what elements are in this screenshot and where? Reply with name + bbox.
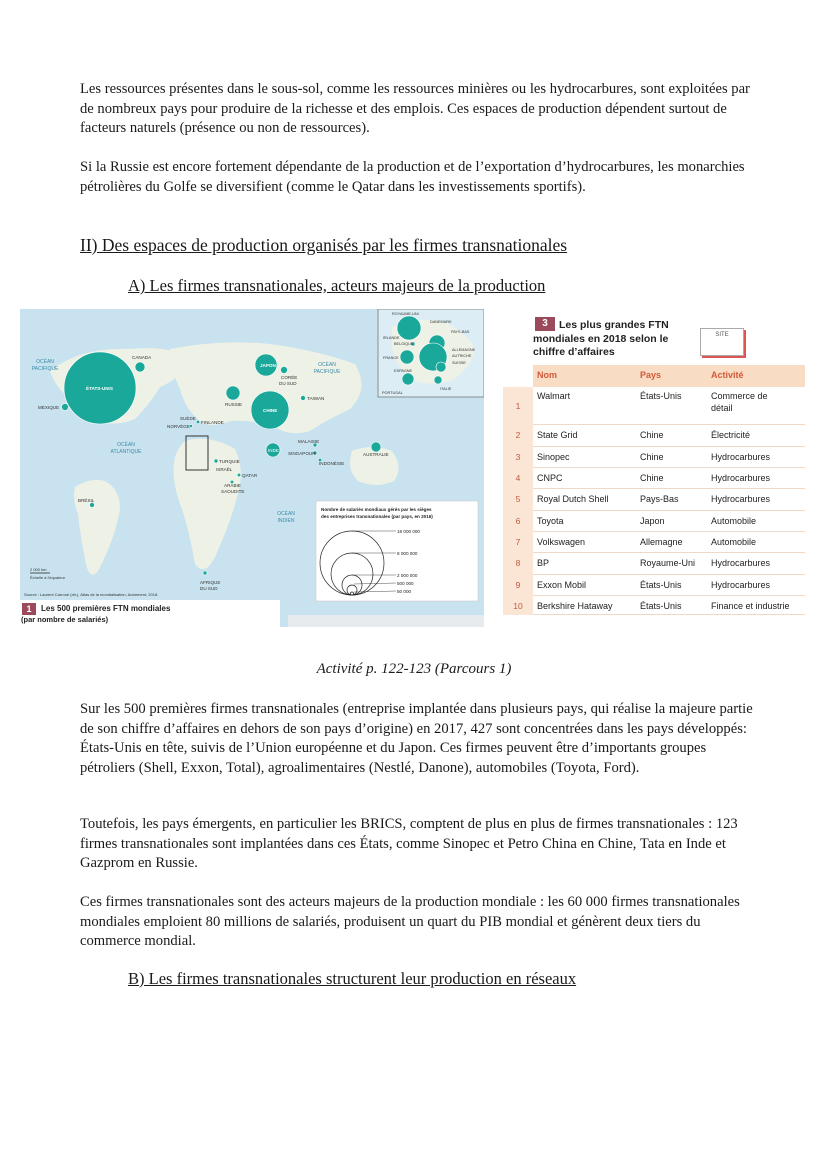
table-row — [503, 425, 805, 447]
paragraph-ftn-emerging: Toutefois, les pays émergents, en particulier les BRICS, comptent de plus en plus de firmes transnationales : 123 firmes transnationales sont implantées dans ces États, comme Sinopec et Petro China en Chine, Tata en Inde et Gazprom en Russie. — [80, 816, 738, 871]
country-label: BELGIQUE — [394, 342, 414, 346]
table-row — [503, 553, 805, 575]
name-cell: Berkshire Hataway — [537, 601, 613, 611]
country-label: SINGAPOUR — [288, 451, 316, 456]
name-cell: CNPC — [537, 473, 563, 483]
bubble-france — [400, 350, 414, 364]
legend-value: 500 000 — [397, 581, 414, 586]
legend-title: Nombre de salariés mondiaux gérés par les sièges — [321, 507, 432, 512]
paragraph-russia-gulf: Si la Russie est encore fortement dépendante de la production et de l’exportation d’hydrocarbures, les monarchies pétrolières du Golfe se diversifient (comme le Qatar dans les investissements sportifs). — [80, 159, 745, 195]
bubble-qatar — [237, 473, 241, 477]
paragraph-ftn-major-actors: Ces firmes transnationales sont des acteurs majeurs de la production mondiale : les 60 000 firmes transnationales mondiales emploient 80 millions de salariés, produisent un quart du PIB mondial et génèrent deux tiers du commerce mondial. — [80, 894, 740, 949]
name-cell: BP — [537, 558, 550, 568]
bubble-espagne — [402, 373, 414, 385]
ocean-label: OCÉAN — [36, 359, 54, 365]
ocean-label: OCÉAN — [318, 362, 336, 368]
country-label: MEXIQUE — [38, 405, 60, 410]
country-cell: États-Unis — [640, 601, 682, 611]
country-label: TURQUIE — [219, 459, 240, 464]
country-label: SUÈDE — [180, 416, 196, 421]
activity-cell: Hydrocarbures — [711, 558, 771, 568]
name-cell: State Grid — [537, 430, 578, 440]
subsection-heading-b: B) Les firmes transnationales structurent leur production en réseaux — [128, 969, 577, 988]
name-cell: Sinopec — [537, 451, 570, 462]
bubble-australie — [371, 442, 381, 452]
country-cell: États-Unis — [640, 391, 682, 401]
bubble-suisse — [436, 362, 446, 372]
ocean-label: ATLANTIQUE — [110, 449, 142, 455]
world-map — [20, 309, 484, 627]
name-cell: Exxon Mobil — [537, 579, 587, 590]
table-title: Les plus grandes FTN mondiales en 2018 selon le chiffre d’affaires — [533, 319, 669, 358]
country-label: RUSSIE — [225, 402, 243, 407]
name-cell: Royal Dutch Shell — [537, 494, 609, 504]
rank-cell: 9 — [503, 575, 533, 597]
bubble-taiwan — [301, 396, 306, 401]
header-activite: Activité — [711, 370, 744, 380]
bubble-coree — [281, 367, 288, 374]
country-cell: Royaume-Uni — [640, 558, 696, 568]
legend-value: 2 000 000 — [397, 573, 418, 578]
world-map-figure — [20, 309, 484, 627]
map-footer-bar — [288, 615, 484, 627]
map-source: Source : Laurent Carroué (dir.), Atlas de la mondialisation, Autrement, 2018. — [24, 592, 159, 597]
activity-cell: Commerce de — [711, 391, 768, 401]
country-label: FRANCE — [383, 356, 399, 360]
legend-value: 50 000 — [397, 589, 412, 594]
ftn-table-figure — [503, 309, 805, 615]
legend-value: 18 000 000 — [397, 529, 420, 534]
country-label: JAPON — [260, 363, 276, 368]
country-cell: États-Unis — [640, 579, 682, 590]
header-pays: Pays — [640, 370, 662, 380]
ocean-label: OCÉAN — [117, 442, 135, 448]
legend-title: des entreprises transnationales (par pays, en 2016) — [321, 514, 433, 519]
activity-caption: Activité p. 122-123 (Parcours 1) — [316, 661, 512, 677]
subsection-heading-a: A) Les firmes transnationales, acteurs majeurs de la production — [128, 276, 546, 295]
activity-cell: Hydrocarbures — [711, 451, 771, 462]
table-row — [503, 447, 805, 469]
country-label: NORVÈGE — [167, 424, 190, 429]
map-scale: 2 000 km — [30, 567, 47, 572]
name-cell: Walmart — [537, 391, 571, 401]
country-cell: Chine — [640, 430, 664, 440]
country-label: QATAR — [242, 473, 258, 478]
bubble-mexique — [62, 404, 69, 411]
map-subtitle: (par nombre de salariés) — [21, 615, 109, 624]
country-label: DU SUD — [279, 381, 297, 386]
country-label: CHINE — [263, 408, 278, 413]
country-label: ROYAUME-UNI — [392, 312, 419, 316]
country-label: MALAISIE — [298, 439, 320, 444]
country-label: ARABIE — [224, 483, 241, 488]
country-label: ESPAGNE — [394, 369, 413, 373]
activity-cell: Hydrocarbures — [711, 579, 771, 590]
table-row — [503, 575, 805, 597]
bubble-bresil — [90, 503, 95, 508]
bubble-russie — [226, 386, 240, 400]
bubble-italie — [434, 376, 442, 384]
activity-cell: Finance et industrie — [711, 601, 790, 611]
rank-cell: 6 — [503, 511, 533, 533]
bubble-finlande — [196, 420, 200, 424]
rank-cell: 10 — [503, 596, 533, 615]
table-row — [503, 468, 805, 489]
country-cell: Pays-Bas — [640, 494, 679, 504]
table-row — [503, 596, 805, 615]
country-label: INDE — [268, 448, 279, 453]
country-label: IRLANDE — [383, 336, 400, 340]
rank-cell: 5 — [503, 489, 533, 511]
site-badge: SITE — [700, 328, 744, 356]
name-cell: Toyota — [537, 515, 564, 526]
activity-cell: Automobile — [711, 515, 757, 526]
country-label: AFRIQUE — [200, 580, 221, 585]
country-label: PAYS-BAS — [451, 330, 470, 334]
name-cell: Volkswagen — [537, 537, 586, 547]
rank-cell: 1 — [503, 387, 533, 425]
ocean-label: OCÉAN — [277, 511, 295, 517]
country-cell: Japon — [640, 515, 665, 526]
country-label: AUSTRALIE — [363, 452, 389, 457]
ocean-label: PACIFIQUE — [31, 366, 59, 372]
country-label: CANADA — [132, 355, 152, 360]
country-label: SUISSE — [452, 361, 466, 365]
map-title: Les 500 premières FTN mondiales — [41, 604, 171, 613]
country-label: DU SUD — [200, 586, 218, 591]
rank-cell: 2 — [503, 425, 533, 447]
paragraph-ftn-developed: Sur les 500 premières firmes transnationales (entreprise implantée dans plusieurs pays, qui réalise la majeure partie de son chiffre d’affaires en dehors de son pays d’origine) en 2017, 427 sont concentrées dans les pays développés: États-Unis en tête, suivis de l’Union européenne et du Japon. Ces firmes peuvent être d’importants groupes pétroliers (Shell, Exxon, Total), agroalimentaires (Nestlé, Danone), automobiles (Toyota, Ford). — [80, 701, 753, 776]
table-row — [503, 387, 805, 425]
rank-cell: 4 — [503, 468, 533, 489]
country-label: PORTUGAL — [382, 391, 403, 395]
country-label: AUTRICHE — [452, 354, 472, 358]
rank-cell: 8 — [503, 553, 533, 575]
activity-cell: Hydrocarbures — [711, 494, 771, 504]
activity-cell: Hydrocarbures — [711, 473, 771, 483]
legend-value: 8 000 000 — [397, 551, 418, 556]
map-scale-note: Échelle à l'équateur — [30, 575, 66, 580]
bubble-royaumeuni — [397, 316, 421, 340]
map-figure-number: 1 — [22, 603, 36, 615]
ocean-label: PACIFIQUE — [313, 369, 341, 375]
country-label: BRÉSIL — [78, 498, 95, 503]
activity-cell-line2: détail — [711, 403, 733, 413]
country-label: SAOUDITE — [221, 489, 245, 494]
country-label: ALLEMAGNE — [452, 348, 476, 352]
country-cell: Chine — [640, 451, 664, 462]
country-label: CORÉE — [281, 375, 298, 380]
bubble-afsud — [203, 571, 207, 575]
country-cell: Allemagne — [640, 537, 683, 547]
rank-cell: 7 — [503, 532, 533, 553]
country-label: FINLANDE — [201, 420, 224, 425]
country-label: DANEMARK — [430, 320, 452, 324]
table-row — [503, 511, 805, 533]
country-cell: Chine — [640, 473, 664, 483]
table-header — [533, 365, 805, 387]
bubble-turquie — [214, 459, 218, 463]
table-figure-number: 3 — [535, 317, 555, 331]
table-row — [503, 489, 805, 511]
rank-cell: 3 — [503, 447, 533, 469]
country-label: ISRAËL — [216, 467, 233, 472]
bubble-canada — [135, 362, 145, 372]
country-label: ITALIE — [440, 387, 452, 391]
country-label: INDONÉSIE — [319, 461, 345, 466]
activity-cell: Automobile — [711, 537, 757, 547]
country-label: ÉTATS-UNIS — [86, 386, 113, 391]
paragraph-resources: Les ressources présentes dans le sous-sol, comme les ressources minières ou les hydrocarbures, sont exploitées par de nombreux pays pour produire de la richesse et des emplois. Ces espaces de production dépendent surtout de facteurs naturels (présence ou non de ressources). — [80, 81, 750, 136]
activity-cell: Électricité — [711, 430, 751, 440]
ocean-label: INDIEN — [277, 518, 295, 524]
country-label: TAIWAN — [307, 396, 325, 401]
header-nom: Nom — [537, 370, 557, 380]
table-row — [503, 532, 805, 553]
section-heading-ii: II) Des espaces de production organisés par les firmes transnationales — [80, 235, 568, 255]
